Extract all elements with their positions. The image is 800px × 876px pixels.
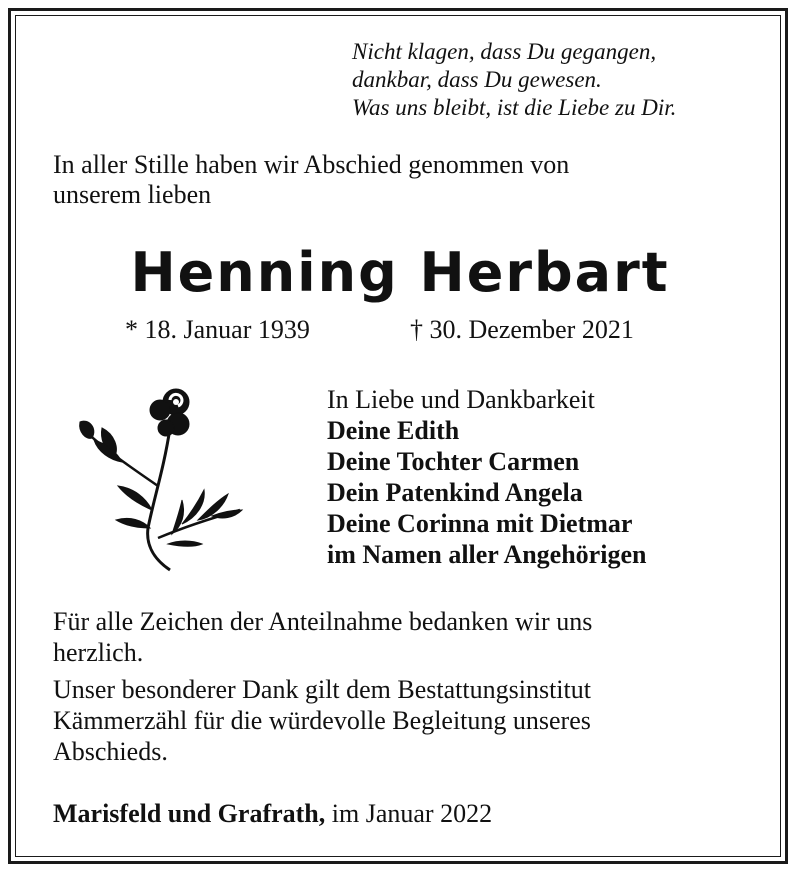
thanks-line: Für alle Zeichen der Anteilnahme bedanken wir uns [53,607,593,636]
motto-line-2: dankbar, dass Du gewesen. [352,67,602,92]
signer-name: Deine Corinna mit Dietmar [327,509,633,538]
signer-name: Dein Patenkind Angela [327,478,583,507]
thanks-line: Unser besonderer Dank gilt dem Bestattungsinstitut [53,675,591,704]
date: im Januar 2022 [331,799,493,828]
signer-name: Deine Tochter Carmen [327,447,580,476]
motto-line-1: Nicht klagen, dass Du gegangen, [352,39,657,64]
motto-verse [352,38,676,122]
signer-name: Deine Edith [327,416,460,445]
birth-date: * 18. Januar 1939 [125,315,310,344]
deceased-name: Henning Herbart [130,241,670,304]
intro-text [53,150,569,210]
thanks-text [53,606,592,767]
thanks-line: Abschieds. [53,737,168,766]
signer-name: im Namen aller Angehörigen [327,540,647,569]
death-date: † 30. Dezember 2021 [410,315,634,344]
rose-icon [72,378,252,578]
signers-block [327,384,646,570]
motto-line-3: Was uns bleibt, ist die Liebe zu Dir. [352,95,677,120]
thanks-line: herzlich. [53,638,144,667]
thanks-line: Kämmerzähl für die würdevolle Begleitung unseres [53,706,591,735]
places: Marisfeld und Grafrath, [53,799,326,828]
signers-intro: In Liebe und Dankbarkeit [327,385,595,414]
intro-line-1: In aller Stille haben wir Abschied genommen von [53,150,570,179]
place-date-line [53,798,492,830]
intro-line-2: unserem lieben [53,180,212,209]
